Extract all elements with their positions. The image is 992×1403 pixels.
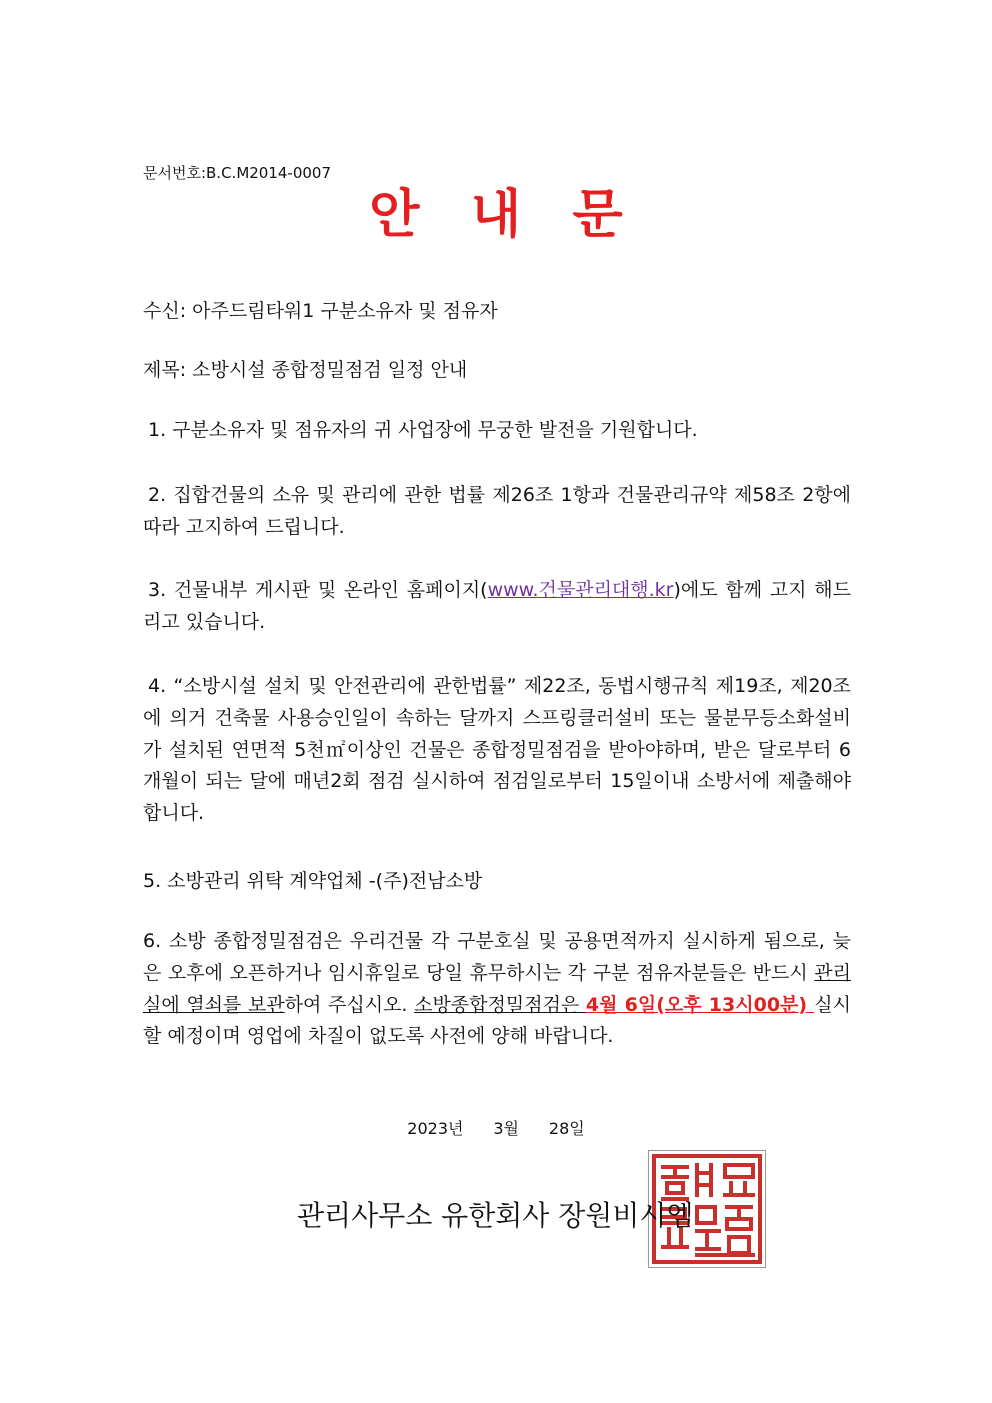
paragraph-4: 4. “소방시설 설치 및 안전관리에 관한법률” 제22조, 동법시행규칙 제19조, 제20조에 의거 건축물 사용승인일이 속하는 달까지 스프링클러설비 또는 물분무등소화설비가 설치된 연면적 5천㎡이상인 건물은 종합정밀점검을 받아야하며, 받은 달로부터 6개월이 되는 달에 매년2회 점검 실시하여 점검일로부터 15일이내 소방서에 제출해야 합니다. <box>143 675 851 825</box>
paragraph-5: 5. 소방관리 위탁 계약업체 -(주)전남소방 <box>143 870 483 892</box>
paragraph-6-text-c: 하여 주십시오. <box>284 993 415 1016</box>
homepage-link[interactable]: www.건물관리대행.kr <box>487 579 674 601</box>
subject-line: 제목: 소방시설 종합정밀점검 일정 안내 <box>143 359 468 381</box>
paragraph-2: 2. 집합건물의 소유 및 관리에 관한 법률 제26조 1항과 건물관리규약 제58조 2항에 따라 고지하여 드립니다. <box>143 484 851 538</box>
paragraph-3 <box>143 575 851 639</box>
paragraph-6-text-a: 6. 소방 종합정밀점검은 우리건물 각 구분호실 및 공용면적까지 실시하게 됨으로, 늦은 오후에 오픈하거나 임시휴일로 당일 휴무하시는 각 구분 점유자분들은 반드시 <box>143 930 851 984</box>
paragraph-6 <box>143 926 851 1053</box>
paragraph-1: 1. 구분소유자 및 점유자의 귀 사업장에 무궁한 발전을 기원합니다. <box>148 419 698 441</box>
paragraph-3-text-b: )에도 함께 고지 해드리고 있습니다. <box>143 579 851 633</box>
document-date <box>0 1116 992 1139</box>
paragraph-6-text-f: 실시할 예정이며 영업에 차질이 없도록 사전에 양해 바랍니다. <box>143 993 851 1048</box>
date-year: 2023년 <box>407 1119 464 1138</box>
signature-line: 관리사무소 유한회사 장원비시엠 <box>297 1199 694 1232</box>
key-storage-notice: 관리실에 열쇠를 보관 <box>143 961 851 1016</box>
paragraph-3-text-a: 3. 건물내부 게시판 및 온라인 홈페이지( <box>148 579 488 601</box>
inspection-date: 4월 6일(오후 13시00분) <box>585 993 815 1016</box>
inspection-label: 소방종합정밀점검은 <box>414 993 586 1016</box>
page-title: 안 내 문 <box>369 185 640 245</box>
date-month: 3월 <box>493 1119 519 1138</box>
document-number: 문서번호:B.C.M2014-0007 <box>143 164 332 182</box>
recipient-line: 수신: 아주드림타워1 구분소유자 및 점유자 <box>143 300 498 322</box>
date-day: 28일 <box>548 1119 585 1138</box>
